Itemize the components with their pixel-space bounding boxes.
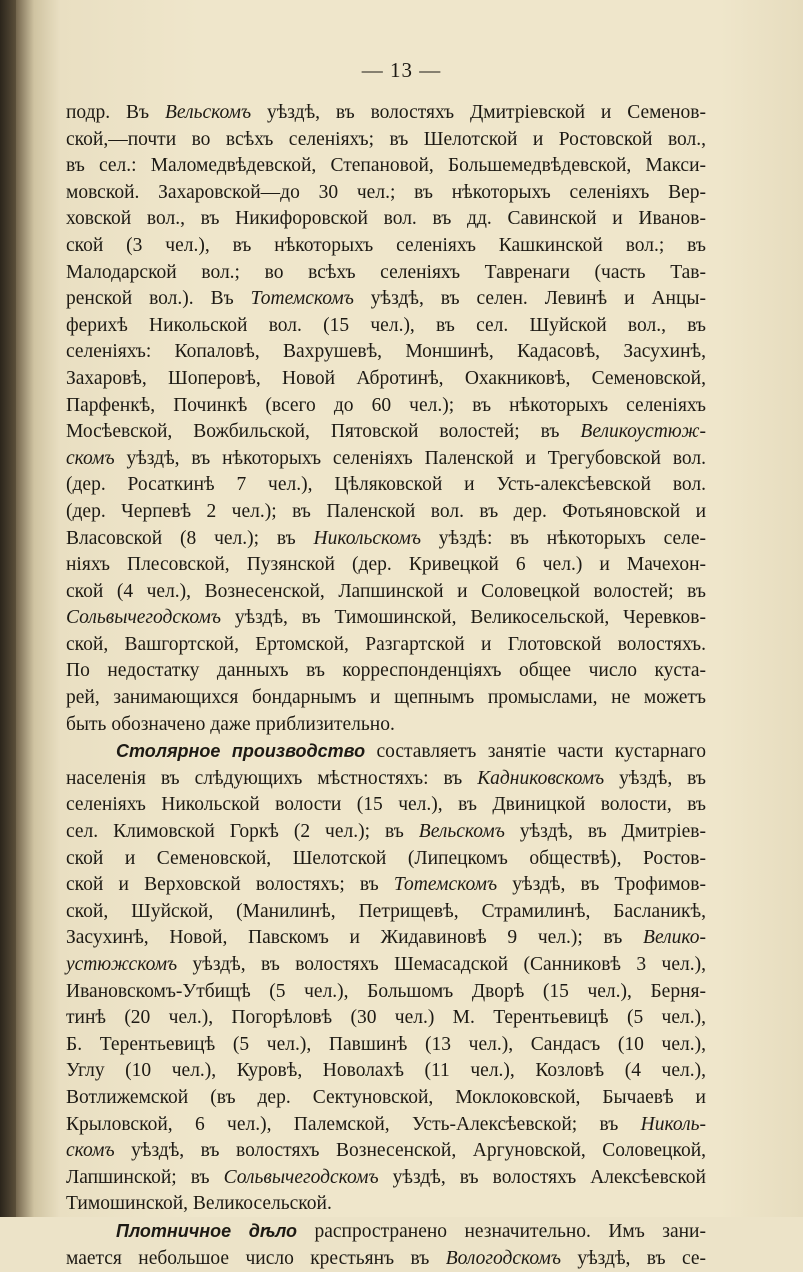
text-line — [66, 1058, 706, 1085]
emphasized-text: скомъ — [66, 1140, 115, 1162]
text-line — [66, 419, 706, 446]
text-run: мается небольшое число крестьянъ въ — [66, 1247, 446, 1269]
text-run: Б. Терентьевицѣ (5 чел.), Павшинѣ (13 чел.), Сандасъ (10 чел.), — [66, 1033, 706, 1055]
text-line — [66, 952, 706, 979]
text-line — [66, 605, 706, 632]
text-run: (дер. Росаткинѣ 7 чел.), Цѣляковской и Усть-алексѣевской вол. — [66, 474, 706, 496]
text-line — [66, 925, 706, 952]
text-run: населенія въ слѣдующихъ мѣстностяхъ: въ — [66, 767, 478, 789]
emphasized-text: Вельскомъ — [418, 821, 505, 843]
text-run: уѣздѣ, въ селен. Левинѣ и Анцы- — [353, 288, 706, 310]
text-line — [66, 313, 706, 340]
text-line — [66, 846, 706, 873]
text-run: селеніяхъ Никольской волости (15 чел.), въ Двиницкой волости, въ — [66, 794, 706, 816]
text-run: Углу (10 чел.), Куровѣ, Новолахѣ (11 чел.), Козловѣ (4 чел.), — [66, 1060, 706, 1082]
text-line — [66, 685, 706, 712]
text-line — [66, 819, 706, 846]
text-run: тинѣ (20 чел.), Погорѣловѣ (30 чел.) М. Терентьевицѣ (5 чел.), — [66, 1007, 706, 1029]
text-line — [66, 899, 706, 926]
text-run: уѣздѣ, въ се- — [560, 1247, 707, 1269]
text-run: составляетъ занятіе части кустарнаго — [365, 741, 706, 763]
text-line — [66, 579, 706, 606]
text-run: Малодарской вол.; во всѣхъ селеніяхъ Тавренаги (часть Тав- — [66, 261, 706, 283]
text-line — [66, 658, 706, 685]
text-run: Власовской (8 чел.); въ — [66, 527, 314, 549]
text-run: Тимошинской, Великосельской. — [66, 1193, 332, 1215]
emphasized-text: Никольскомъ — [313, 527, 421, 549]
text-run: Мосѣевской, Вожбильской, Пятовской волостей; въ — [66, 421, 581, 443]
text-run: Вотлижемской (въ дер. Сектуновской, Моклоковской, Бычаевѣ и — [66, 1086, 706, 1108]
text-run: Засухинѣ, Новой, Павскомъ и Жидавиновѣ 9 чел.); въ — [66, 927, 644, 949]
text-run: уѣздѣ, въ — [604, 767, 706, 789]
text-line — [66, 286, 706, 313]
text-line — [66, 446, 706, 473]
text-line — [66, 526, 706, 553]
text-line — [66, 499, 706, 526]
text-run: уѣздѣ, въ нѣкоторыхъ селеніяхъ Паленской и Трегубовской вол. — [114, 447, 706, 469]
text-run: ховской вол., въ Никифоровской вол. въ дд. Савинской и Иванов- — [66, 208, 706, 230]
text-run: ской,—почти во всѣхъ селеніяхъ; въ Шелотской и Ростовской вол., — [66, 128, 706, 150]
emphasized-text: скомъ — [66, 447, 115, 469]
emphasized-text: Вологодскомъ — [445, 1247, 561, 1269]
text-line — [66, 393, 706, 420]
text-run: Парфенкѣ, Починкѣ (всего до 60 чел.); въ нѣкоторыхъ селеніяхъ — [66, 394, 706, 416]
text-run: уѣздѣ: въ нѣкоторыхъ селе- — [420, 527, 706, 549]
text-line — [66, 1138, 706, 1165]
text-run: уѣздѣ, въ волостяхъ Шемасадской (Санниковѣ 3 чел.), — [177, 954, 706, 975]
text-line — [66, 233, 706, 260]
text-run: Крыловской, 6 чел.), Палемской, Усть-Алексѣевской; въ — [66, 1113, 641, 1135]
emphasized-text: Сольвычегодскомъ — [223, 1166, 379, 1188]
text-line — [66, 1032, 706, 1059]
text-line — [66, 872, 706, 899]
text-line — [66, 472, 706, 499]
text-run: мовской. Захаровской—до 30 чел.; въ нѣкоторыхъ селеніяхъ Вер- — [66, 181, 706, 203]
text-run: распространено незначительно. Имъ зани- — [297, 1220, 706, 1242]
text-line — [66, 632, 706, 659]
text-line — [66, 712, 706, 739]
emphasized-text: Николь- — [640, 1113, 706, 1135]
text-run: По недостатку данныхъ въ корреспонденціяхъ общее число куста- — [66, 660, 706, 682]
text-run: ферихѣ Никольской вол. (15 чел.), въ сел. Шуйской вол., въ — [66, 314, 706, 336]
text-line — [66, 1112, 706, 1139]
text-line — [66, 738, 706, 766]
emphasized-text: Великоустюж- — [580, 421, 706, 443]
text-line — [66, 1246, 706, 1272]
text-line — [66, 792, 706, 819]
text-run: уѣздѣ, въ Тимошинской, Великосельской, Черевков- — [220, 607, 706, 629]
text-line — [66, 153, 706, 180]
emphasized-text: Сольвычегодскомъ — [66, 607, 221, 629]
text-run: ской (3 чел.), въ нѣкоторыхъ селеніяхъ Кашкинской вол.; въ — [66, 234, 706, 256]
text-line — [66, 339, 706, 366]
text-line — [66, 552, 706, 579]
emphasized-text: Плотничное дѣло — [116, 1220, 298, 1241]
text-run: Ивановскомъ-Утбищѣ (5 чел.), Большомъ Дворѣ (15 чел.), Берня- — [66, 980, 706, 1002]
body-text — [66, 100, 706, 1272]
page-number: — 13 — — [361, 58, 442, 82]
text-run: уѣздѣ, въ Трофимов- — [497, 874, 706, 896]
text-run: ніяхъ Плесовской, Пузянской (дер. Кривецкой 6 чел.) и Мачехон- — [66, 554, 706, 576]
emphasized-text: Кадниковскомъ — [477, 767, 605, 789]
text-run: ской (4 чел.), Вознесенской, Лапшинской и Соловецкой волостей; въ — [66, 580, 706, 602]
text-line — [66, 180, 706, 207]
emphasized-text: Вельскомъ — [165, 102, 252, 123]
text-run: ской и Верховской волостяхъ; въ — [66, 874, 394, 896]
text-run: въ сел.: Маломедвѣдевской, Степановой, Большемедвѣдевской, Макси- — [66, 155, 706, 177]
emphasized-text: Велико- — [643, 927, 706, 949]
book-spine — [0, 0, 16, 1217]
text-run: подр. Въ — [66, 102, 166, 123]
text-run: рей, занимающихся бондарнымъ и щепнымъ промыслами, не можетъ — [66, 687, 706, 709]
emphasized-text: Столярное производство — [116, 741, 366, 762]
emphasized-text: Тотемскомъ — [250, 288, 354, 310]
text-line — [66, 1085, 706, 1112]
emphasized-text: устюжскомъ — [66, 954, 178, 975]
text-line — [66, 1005, 706, 1032]
text-run: селеніяхъ: Копаловѣ, Вахрушевѣ, Моншинѣ, Кадасовѣ, Засухинѣ, — [66, 341, 706, 363]
text-run: ренской вол.). Въ — [66, 288, 251, 310]
emphasized-text: Тотемскомъ — [393, 874, 498, 896]
text-line — [66, 766, 706, 793]
text-run: уѣздѣ, въ волостяхъ Алексѣевской — [378, 1166, 706, 1188]
text-run: Лапшинской; въ — [66, 1166, 224, 1188]
text-run: ской, Вашгортской, Ертомской, Разгартской и Глотовской волостяхъ. — [66, 633, 706, 655]
text-run: уѣздѣ, въ Дмитріев- — [504, 821, 706, 843]
text-line — [66, 979, 706, 1006]
text-line — [66, 260, 706, 287]
text-run: ской, Шуйской, (Манилинѣ, Петрищевѣ, Страмилинѣ, Басланикѣ, — [66, 900, 706, 922]
text-line — [66, 127, 706, 154]
text-run: быть обозначено даже приблизительно. — [66, 713, 395, 735]
text-run: Захаровѣ, Шоперовѣ, Новой Абротинѣ, Охакниковѣ, Семеновской, — [66, 367, 706, 389]
text-line — [66, 206, 706, 233]
text-run: сел. Климовской Горкѣ (2 чел.); въ — [66, 821, 419, 843]
text-run: уѣздѣ, въ волостяхъ Дмитріевской и Семенов- — [251, 102, 707, 123]
text-run: ской и Семеновской, Шелотской (Липецкомъ обществѣ), Ростов- — [66, 847, 706, 869]
text-line — [66, 100, 706, 127]
text-line — [66, 1218, 706, 1246]
text-line — [66, 1191, 706, 1218]
text-line — [66, 1165, 706, 1192]
text-line — [66, 366, 706, 393]
text-run: уѣздѣ, въ волостяхъ Вознесенской, Аргуновской, Соловецкой, — [114, 1140, 706, 1162]
text-run: (дер. Черпевѣ 2 чел.); въ Паленской вол. въ дер. Фотьяновской и — [66, 500, 706, 522]
